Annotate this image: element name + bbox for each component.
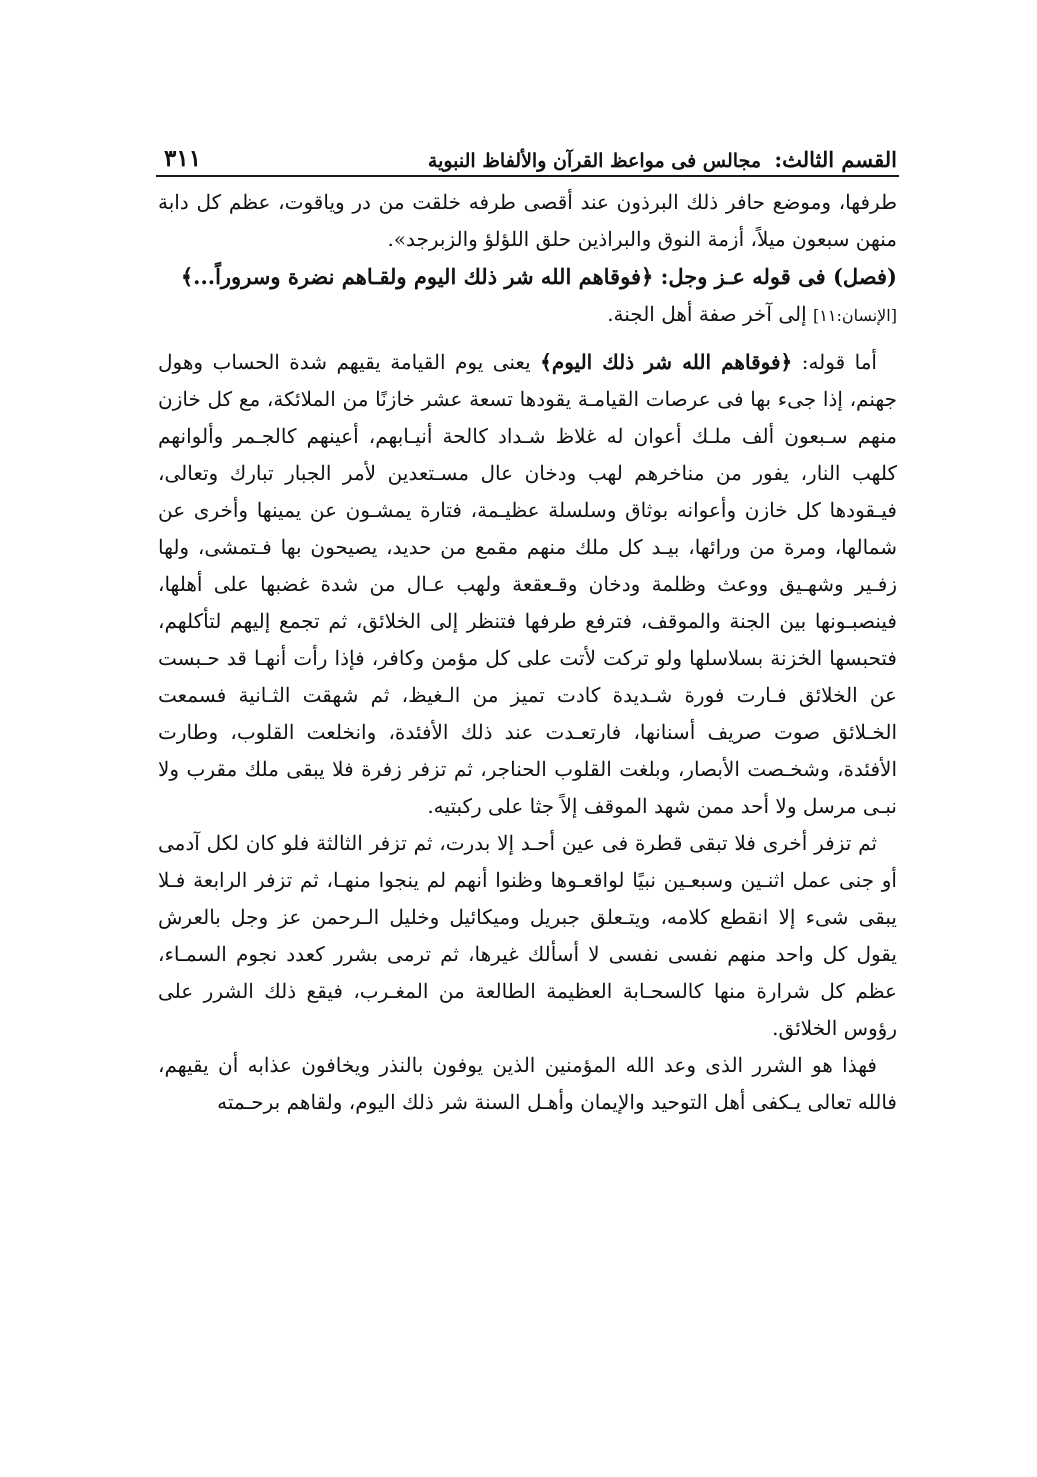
paragraph-continuation: طرفها، وموضع حافر ذلك البرذون عند أقصى طرفه خلقت من در وياقوت، عظم كل دابة منهن سبعون ميلاً، أزمة النوق والبراذين حلق اللؤلؤ والزبرجد».	[158, 190, 897, 251]
paragraph-commentary	[158, 344, 897, 825]
page-body	[158, 184, 897, 1121]
commentary-intro: أما قوله:	[792, 350, 877, 374]
quoted-verse: ﴿فوقاهم الله شر ذلك اليوم﴾	[540, 350, 793, 374]
quran-citation: [الإنسان:١١]	[813, 306, 897, 325]
fasl-subline	[158, 296, 897, 334]
page-number: ٣١١	[164, 145, 202, 172]
paragraph-conclusion: فهذا هو الشرر الذى وعد الله المؤمنين الذين يوفون بالنذر ويخافون عذابه أن يقيهم، فالله تعالى يـكفى أهل التوحيد والإيمان وأهـل السنة شر ذلك اليوم، ولقاهم برحـمته	[158, 1053, 897, 1114]
paragraph-third-exhalation: ثم تزفر أخرى فلا تبقى قطرة فى عين أحـد إلا بدرت، ثم تزفر الثالثة فلو كان لكل آدمى أو جنى عمل اثنـين وسبعـين نبيًا لواقعـوها وظنوا أنهم لم ينجوا منهـا، ثم تزفر الرابعة فـلا يبقى شىء إلا انقطع كلامه، ويتـعلق جبريل وميكائيل وخليل الـرحمن عز وجل بالعرش يقول كل واحد منهم نفسى نفسى لا أسألك غيرها، ثم ترمى بشرر كعدد نجوم السمـاء، عظم كل شرارة منها كالسحـابة العظيمة الطالعة من المغـرب، فيقع ذلك الشرر على رؤوس الخلائق.	[158, 831, 897, 1040]
header-divider	[156, 175, 899, 177]
commentary-body: يعنى يوم القيامة يقيهم شدة الحساب وهول جهنم، إذا جىء بها فى عرصات القيامـة يقودها تسعة عشر خازنًا من الملائكة، مع كل خازن منهم سـبعون ألف ملـك أعوان له غلاظ شـداد كالحة أنيـابهم، أعينهم كالجـمر وألوانهم كلهب النار، يفور من مناخرهم لهب ودخان عال مسـتعدين لأمر الجبار تبارك وتعالى، فيـقودها كل خازن وأعوانه بوثاق وسلسلة عظيـمة، فتارة يمشـون عن يمينها وأخرى عن شمالها، ومرة من ورائها، بيـد كل ملك منهم مقمع من حديد، يصيحون بها فـتمشى، ولها زفـير وشهـيق ووعث وظلمة ودخان وقـعقعة ولهب عـال من شدة غضبها على أهلها، فينصبـونها بين الجنة والموقف، فترفع طرفها فتنظر إلى الخلائق، ثم تجمع إليهم لتأكلهم، فتحبسها الخزنة بسلاسلها ولو تركت لأتت على كل مؤمن وكافر، فإذا رأت أنهـا قد حـبست عن الخلائق فـارت فورة شـديدة كادت تميز من الـغيظ، ثم شهقت الثـانية فسمعت الخـلائق صوت صريف أسنانها، فارتعـدت عند ذلك الأفئدة، وانخلعت القلوب، وطارت الأفئدة، وشخـصت الأبصار، وبلغت القلوب الحناجر، ثم تزفر زفرة فلا يبقى ملك مقرب ولا نبـى مرسل ولا أحد ممن شهد الموقف إلاً جثا على ركبتيه.	[158, 350, 897, 818]
section-label: القسم الثالث	[782, 147, 897, 172]
fasl-heading: (فصل) فى قوله عـز وجل: ﴿فوقاهم الله شر ذلك اليوم ولقـاهم نضرة وسروراً...﴾	[180, 264, 897, 289]
section-heading-block	[158, 258, 897, 334]
title-separator: :	[774, 147, 783, 172]
fasl-tail-text: إلى آخر صفة أهل الجنة.	[607, 302, 807, 326]
page-header	[158, 128, 897, 172]
section-description: مجالس فى مواعظ القرآن والألفاظ النبوية	[427, 150, 762, 172]
running-title	[428, 147, 897, 172]
